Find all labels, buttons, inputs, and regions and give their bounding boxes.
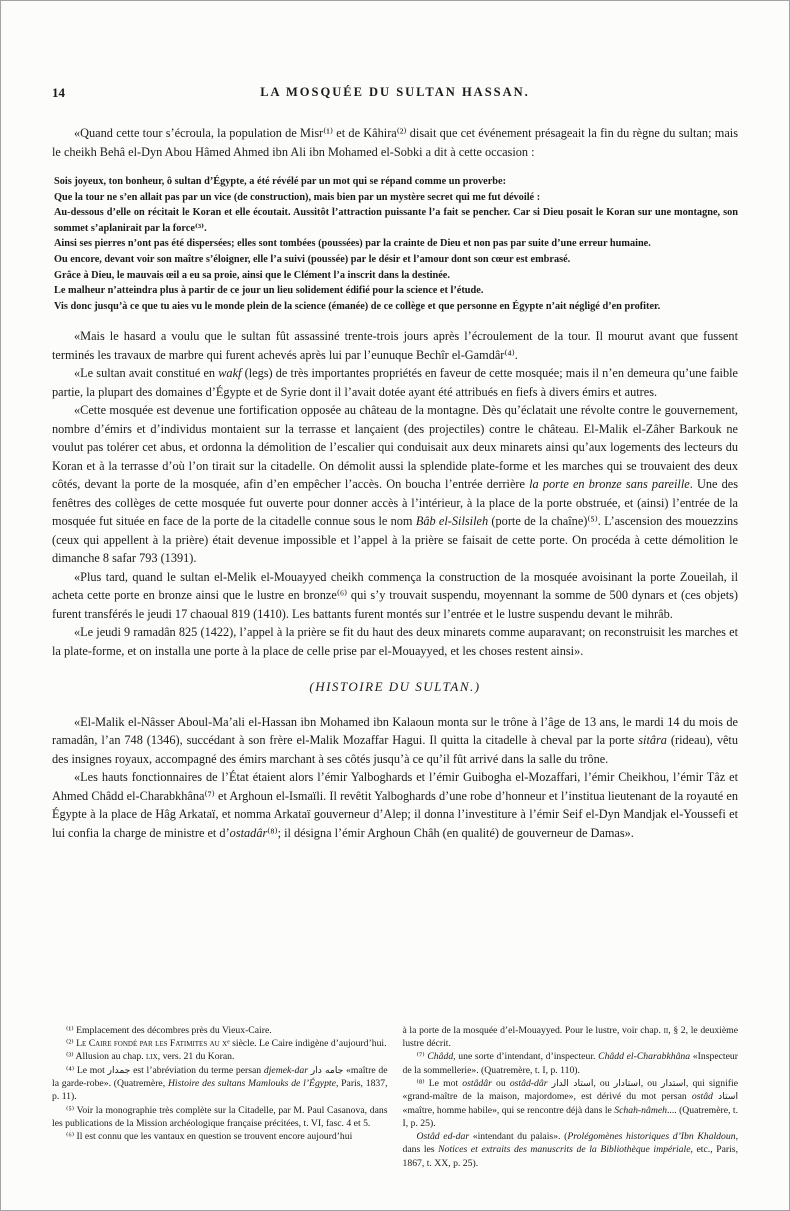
verse-line-6: Grâce à Dieu, le mauvais œil a eu sa proie, ainsi que le Clément l’a inscrit dans la destinée.: [54, 269, 450, 281]
verse-line-5: Ou encore, devant voir son maître s’éloigner, elle l’a suivi (poussée) par le désir et l’amour dont son cœur est embrasé.: [54, 253, 571, 265]
page-title: LA MOSQUÉE DU SULTAN HASSAN.: [260, 85, 530, 99]
footnote-left-1: ⁽¹⁾ Emplacement des décombres près du Vieux-Caire.: [66, 1024, 272, 1036]
section-heading: (HISTOIRE DU SULTAN.): [309, 679, 481, 695]
footnote-left-4: ⁽⁴⁾ Le mot جمدار est l’abréviation du terme persan djemek-dar جامه دار «maître de la garde-robe». (Quatremère, Histoire des sultans Mamlouks de l’Égypte, Paris, 1837, p. 11).: [52, 1064, 388, 1103]
body-paragraph-1: «Mais le hasard a voulu que le sultan fût assassiné trente-trois jours après l’écroulement de la tour. Il mourut avant que fussent terminés les travaux de marbre qui furent achevés après lui par l’eunuque Bechîr el-Gamdâr⁽⁴⁾.: [52, 329, 738, 362]
verse-line-7: Le malheur n’atteindra plus à partir de ce jour un lieu solidement édifié pour la science et l’étude.: [54, 285, 484, 297]
section-paragraph-1: «El-Malik el-Nâsser Aboul-Ma’ali el-Hassan ibn Mohamed ibn Kalaoun monta sur le trône à l’âge de 13 ans, le mardi 14 du mois de ramadân, l’an 748 (1346), succédant à son frère el-Malik Mozaffar Hagui. Il quitta la citadelle à cheval par la porte sitâra (rideau), vêtu des insignes royaux, accompagné des émirs marchant à ses côtés jusqu’à ce qu’il fût arrivé dans la salle du trône.: [52, 714, 738, 766]
body-paragraph-5: «Le jeudi 9 ramadân 825 (1422), l’appel à la prière se fit du haut des deux minarets comme auparavant; on reconstruisit les marches et la plate-forme, et on installa une porte à la place de celle prise par el-Mouayyed, et les choses restent ainsi».: [52, 625, 738, 658]
verse-line-3: Au-dessous d’elle on récitait le Koran et elle écoutait. Aussitôt l’attraction puissante l’a fait se pencher. Car si Dieu posait le Koran sur une montagne, son sommet s’aplanirait par la force⁽³⁾.: [54, 207, 738, 234]
section-paragraph-2: «Les hauts fonctionnaires de l’État étaient alors l’émir Yalboghards et l’émir Guibogha el-Mozaffari, l’émir Cheikhou, l’émir Tâz et Ahmed Châdd el-Charabkhâna⁽⁷⁾ et Arghoun el-Ismaïli. Il revêtit Yalboghards d’une robe d’honneur et l’institua lieutenant de la royauté en Égypte à la place de Hâg Arkataï, et nomma Arkataï gouverneur d’Alep; il donna l’investiture à l’émir Seif el-Dyn Mandjak el-Youssefi et lui confia la charge de ministre et d’ostadâr⁽⁸⁾; il désigna l’émir Arghoun Châh (en qualité) de gouverneur de Damas».: [52, 770, 738, 840]
footnote-left-2: ⁽²⁾ Le Caire fondé par les Fatimites au xᵉ siècle. Le Caire indigène d’aujourd’hui.: [66, 1038, 387, 1050]
intro-paragraph: «Quand cette tour s’écroula, la population de Misr⁽¹⁾ et de Kâhira⁽²⁾ disait que cet événement présageait la fin du règne du sultan; mais le cheikh Behâ el-Dyn Abou Hâmed Ahmed ibn Ali ibn Mohamed el-Sobki a dit à cette occasion :: [52, 126, 738, 159]
footnote-right-1: à la porte de la mosquée d’el-Mouayyed. Pour le lustre, voir chap. ii, § 2, le deuxième lustre décrit.: [402, 1024, 738, 1050]
footnotes-left-column: [52, 1024, 388, 1170]
page-number: 14: [52, 85, 65, 100]
footnote-left-3: ⁽³⁾ Allusion au chap. lix, vers. 21 du Koran.: [66, 1051, 235, 1063]
verse-line-1: Sois joyeux, ton bonheur, ô sultan d’Égypte, a été révélé par un mot qui se répand comme un proverbe:: [54, 176, 507, 187]
verse-line-8: Vis donc jusqu’à ce que tu aies vu le monde plein de la science (émanée) de ce collège et que personne en Égypte n’ait négligé d’en profiter.: [54, 300, 661, 312]
main-text: [52, 124, 738, 842]
verse-block: [54, 174, 738, 314]
body-paragraph-3: «Cette mosquée est devenue une fortification opposée au château de la montagne. Dès qu’éclatait une révolte contre le gouvernement, nombre d’émirs et d’individus montaient sur la terrasse et lançaient (des projectiles) contre le château. El-Malik el-Zâher Barkouk ne voulut pas tolérer cet abus, et ordonna la démolition de l’escalier qui conduisait aux deux minarets ainsi qu’aux logements des lecteurs du Koran et à la terrasse d’où l’on tirait sur la citadelle. On démolit aussi la splendide plate-forme et les marches qui se trouvaient des deux côtés, devant la porte de la mosquée, afin d’en empêcher l’accès. On boucha l’entrée derrière la porte en bronze sans pareille. Une des fenêtres des collèges de cette mosquée fut ouverte pour donner accès à l’intérieur, à la place de la porte obstruée, et (ainsi) l’entrée de la mosquée fut située en face de la porte de la citadelle connue sous le nom Bâb el-Silsileh (porte de la chaîne)⁽⁵⁾. L’ascension des mouezzins (ceux qui appellent à la prière) était devenue impossible et l’appel à la prière se faisait de cette porte. On procéda à cette démolition le dimanche 8 safar 793 (1391).: [52, 403, 738, 566]
body-paragraph-4: «Plus tard, quand le sultan el-Melik el-Mouayyed cheikh commença la construction de la mosquée avoisinant la porte Zoueilah, il acheta cette porte en bronze ainsi que le lustre en bronze⁽⁶⁾ qui s’y trouvait suspendu, moyennant la somme de 500 dynars et (ces objets) furent transférés le jeudi 17 chaoual 819 (1410). Les battants furent montés sur l’entrée et le lustre suspendu devant le mihrâb.: [52, 569, 738, 621]
verse-line-2: Que la tour ne s’en allait pas par un vice (de construction), mais bien par un mystère secret qui me fut dévoilé :: [54, 191, 541, 203]
body-paragraph-2: «Le sultan avait constitué en wakf (legs) de très importantes propriétés en faveur de cette mosquée; mais il n’en demeura qu’une faible partie, la plupart des domaines d’Égypte et de Syrie dont il l’avait dotée ayant été attribués en fiefs à divers émirs et autres.: [52, 366, 738, 399]
footnote-right-4: Ostâd ed-dar «intendant du palais». (Prolégomènes historiques d’Ibn Khaldoun, dans les Notices et extraits des manuscrits de la Bibliothèque impériale, etc., Paris, 1867, t. XX, p. 25).: [402, 1131, 738, 1169]
footnote-right-2: ⁽⁷⁾ Châdd, une sorte d’intendant, d’inspecteur. Châdd el-Charabkhâna «Inspecteur de la sommellerie». (Quatremère, t. I, p. 110).: [402, 1051, 738, 1076]
footnote-right-3: ⁽⁸⁾ Le mot ostâdâr ou ostâd-dâr استاد الدار, ou استادار, ou استدار, qui signifie «grand-maître de la maison, majordome», est dérivé du mot persan ostâd استاد «maître, homme habile», qui se rencontre déjà dans le Schah-nâmeh.... (Quatremère, t. I, p. 25).: [402, 1077, 739, 1129]
verse-line-4: Ainsi ses pierres n’ont pas été dispersées; elles sont tombées (poussées) par la crainte de Dieu et non pas par suite d’une erreur humaine.: [54, 238, 651, 250]
footnote-left-6: ⁽⁶⁾ Il est connu que les vantaux en question se trouvent encore aujourd’hui: [66, 1131, 353, 1143]
page-header: [52, 85, 738, 100]
footnotes-right-column: [403, 1024, 739, 1170]
footnotes: [52, 1000, 738, 1170]
footnote-left-5: ⁽⁵⁾ Voir la monographie très complète sur la Citadelle, par M. Paul Casanova, dans les publications de la Mission archéologique française précitées, t. VI, fasc. 4 et 5.: [52, 1104, 388, 1129]
